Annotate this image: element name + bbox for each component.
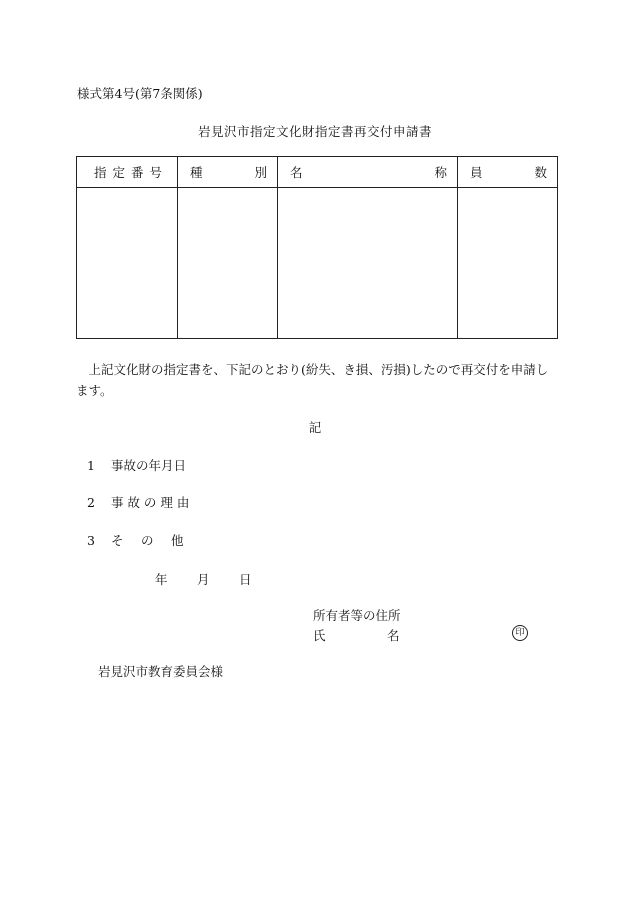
month-label: 月 bbox=[196, 572, 210, 587]
header-number-cell: 指 定 番 号 bbox=[77, 157, 178, 188]
header-type-cell: 種 別 bbox=[178, 157, 278, 188]
year-label: 年 bbox=[155, 572, 168, 587]
number-input-cell[interactable] bbox=[77, 188, 178, 339]
table-row bbox=[77, 188, 558, 339]
header-name-cell: 名 称 bbox=[278, 157, 458, 188]
day-label: 日 bbox=[238, 572, 252, 587]
item-accident-reason: 2 事 故 の 理 由 bbox=[87, 495, 190, 510]
item-label: 事故の年月日 bbox=[110, 458, 186, 473]
type-input-cell[interactable] bbox=[178, 188, 278, 339]
form-label: 様式第4号(第7条関係) bbox=[77, 86, 203, 101]
count-input-cell[interactable] bbox=[458, 188, 558, 339]
owner-address-label: 所有者等の住所 bbox=[313, 608, 401, 623]
item-accident-date: 1 事故の年月日 bbox=[87, 458, 186, 473]
record-mark: 記 bbox=[308, 420, 322, 435]
header-count-cell: 員 数 bbox=[458, 157, 558, 188]
item-other: 3 そ の 他 bbox=[87, 533, 184, 548]
addressee: 岩見沢市教育委員会様 bbox=[98, 664, 224, 679]
seal-icon: 印 bbox=[512, 625, 528, 641]
item-label: 事 故 の 理 由 bbox=[110, 495, 190, 510]
document-title: 岩見沢市指定文化財指定書再交付申請書 bbox=[197, 124, 432, 139]
date-line bbox=[155, 570, 251, 588]
body-text: 上記文化財の指定書を、下記のとおり(紛失、き損、汚損)したので再交付を申請します。 bbox=[76, 362, 549, 398]
table-header-row bbox=[77, 157, 558, 188]
registration-table bbox=[76, 156, 558, 339]
name-input-cell[interactable] bbox=[278, 188, 458, 339]
owner-name-label: 氏 名 bbox=[313, 628, 400, 643]
